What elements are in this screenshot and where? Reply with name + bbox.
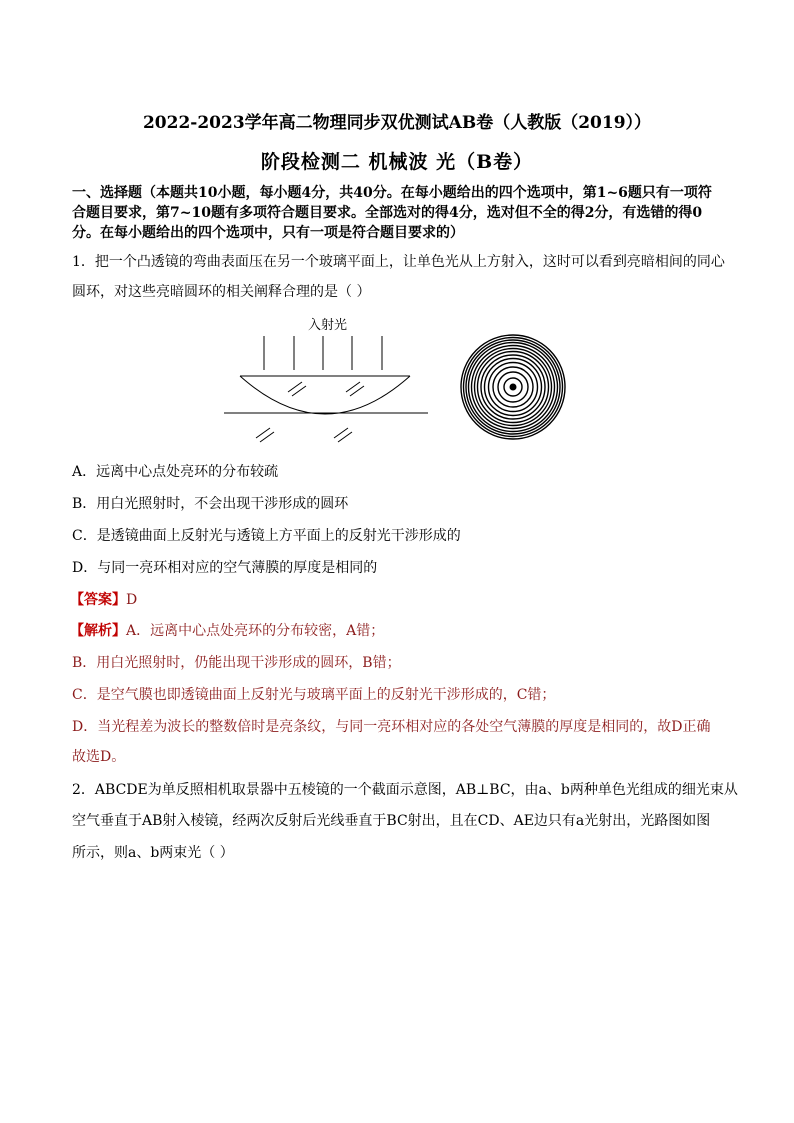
instructions-line-1: 一、选择题（本题共10小题，每小题4分，共40分。在每小题给出的四个选项中，第1~6题只有一项符 <box>72 185 712 201</box>
q2-stem-line-2: 空气垂直于AB射入棱镜，经两次反射后光线垂直于BC射出，且在CD、AE边只有a光射出，光路图如图 <box>72 813 711 829</box>
q1-stem-line-2: 圆环，对这些亮暗圆环的相关阐释合理的是（ ） <box>72 284 371 300</box>
lens-diagram <box>218 312 433 454</box>
q1-analysis-b: B．用白光照射时，仍能出现干涉形成的圆环，B错； <box>72 655 401 671</box>
analysis-a-text: A．远离中心点处亮环的分布较密，A错； <box>126 623 385 639</box>
q2-stem-line-1: 2．ABCDE为单反照相机取景器中五棱镜的一个截面示意图，AB⊥BC，由a、b两种单色光组成的细光束从 <box>72 782 738 798</box>
incident-light-label: 入射光 <box>308 318 348 333</box>
q1-analysis-d-line-1: D．当光程差为波长的整数倍时是亮条纹，与同一亮环相对应的各处空气薄膜的厚度是相同的，故D正确 <box>72 719 711 735</box>
instructions-line-3: 分。在每小题给出的四个选项中，只有一项是符合题目要求的） <box>72 225 464 241</box>
q1-answer <box>70 590 137 610</box>
q1-option-a: A．远离中心点处亮环的分布较疏 <box>72 464 279 480</box>
lens-curved-surface <box>240 376 410 414</box>
rings-center-dot <box>510 384 517 391</box>
instructions-line-2: 合题目要求，第7~10题有多项符合题目要求。全部选对的得4分，选对但不全的得2分，有选错的得0 <box>72 205 703 221</box>
q1-option-d: D．与同一亮环相对应的空气薄膜的厚度是相同的 <box>72 560 378 576</box>
document-title: 2022-2023学年高二物理同步双优测试AB卷（人教版（2019）） <box>142 113 652 133</box>
newton-rings-diagram <box>458 332 568 442</box>
q1-stem-line-1: 1．把一个凸透镜的弯曲表面压在另一个玻璃平面上，让单色光从上方射入，这时可以看到亮暗相间的同心 <box>72 254 725 270</box>
q1-analysis-a <box>70 621 384 641</box>
analysis-tag: 【解析】 <box>70 623 126 639</box>
q1-option-b: B．用白光照射时，不会出现干涉形成的圆环 <box>72 496 349 512</box>
q1-option-c: C．是透镜曲面上反射光与透镜上方平面上的反射光干涉形成的 <box>72 528 461 544</box>
answer-value: D <box>126 592 138 608</box>
section-title: 阶段检测二 机械波 光（B卷） <box>260 151 534 173</box>
q2-stem-line-3: 所示，则a、b两束光（ ） <box>72 845 234 861</box>
q1-analysis-c: C．是空气膜也即透镜曲面上反射光与玻璃平面上的反射光干涉形成的，C错； <box>72 687 556 703</box>
answer-tag: 【答案】 <box>70 592 126 608</box>
q1-analysis-d-line-2: 故选D。 <box>72 749 126 765</box>
